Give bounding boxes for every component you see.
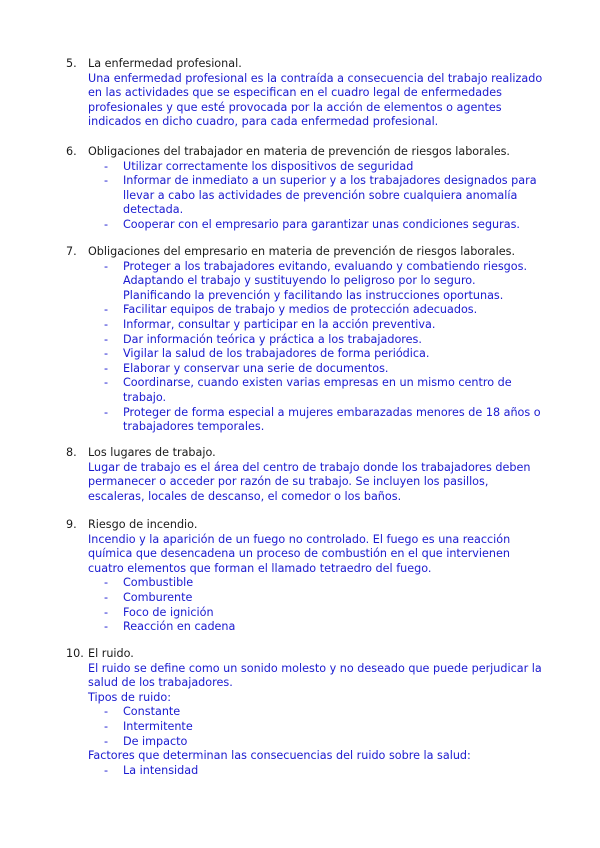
list-item: - Proteger a los trabajadores evitando, evaluando y combatiendo riesgos. Adaptando el trabajo y sustituyendo lo peligroso por lo seguro. Planificando la prevención y facilitando las instrucciones oportunas. (104, 259, 527, 302)
section-body (88, 461, 546, 505)
dash-marker: - (104, 405, 109, 419)
section-paragraph: El ruido se define como un sonido molesto y no deseado que puede perjudicar la salud de los trabajadores. (88, 661, 542, 690)
dash-marker: - (104, 576, 109, 590)
list-item: - La intensidad (104, 763, 199, 777)
section-heading: La enfermedad profesional. (88, 57, 242, 70)
list-item: - Constante (104, 705, 181, 719)
section-heading: Los lugares de trabajo. (88, 446, 216, 459)
list-item: - Informar, consultar y participar en la acción preventiva. (104, 317, 436, 331)
bullet-list (104, 764, 546, 779)
dash-marker: - (104, 347, 109, 361)
noise-factors-label: Factores que determinan las consecuencias del ruido sobre la salud: (88, 749, 471, 763)
list-item: - Comburente (104, 590, 193, 604)
list-item: - Dar información teórica y práctica a los trabajadores. (104, 332, 422, 346)
section-heading: El ruido. (88, 647, 134, 660)
dash-marker: - (104, 719, 109, 733)
list-item: - Informar de inmediato a un superior y a los trabajadores designados para llevar a cabo las actividades de prevención sobre cualquiera anomalía detectada. (104, 174, 537, 217)
section-8 (66, 446, 546, 504)
dash-marker: - (104, 174, 109, 188)
section-9 (66, 518, 546, 635)
dash-marker: - (104, 332, 109, 346)
section-5 (66, 57, 546, 130)
dash-marker: - (104, 705, 109, 719)
list-item: - Proteger de forma especial a mujeres embarazadas menores de 18 años o trabajadores temporales. (104, 405, 541, 434)
section-paragraph: Lugar de trabajo es el área del centro de trabajo donde los trabajadores deben permanecer o acceder por razón de su trabajo. Se incluyen los pasillos, escaleras, locales de descanso, el comedor o los baños. (88, 460, 531, 503)
section-body (88, 662, 546, 779)
section-heading: Obligaciones del empresario en materia de prevención de riesgos laborales. (88, 245, 516, 258)
list-item: - Coordinarse, cuando existen varias empresas en un mismo centro de trabajo. (104, 376, 512, 404)
bullet-list (104, 160, 546, 233)
list-item: - Reacción en cadena (104, 620, 236, 634)
section-heading: Riesgo de incendio. (88, 518, 198, 531)
dash-marker: - (104, 303, 109, 317)
list-item: - Elaborar y conservar una serie de documentos. (104, 361, 389, 375)
dash-marker: - (104, 317, 109, 331)
list-item: - Foco de ignición (104, 605, 214, 619)
section-heading: Obligaciones del trabajador en materia de prevención de riesgos laborales. (88, 145, 510, 158)
dash-marker: - (104, 605, 109, 619)
dash-marker: - (104, 376, 109, 390)
section-paragraph: Una enfermedad profesional es la contraída a consecuencia del trabajo realizado en las actividades que se especifican en el cuadro legal de enfermedades profesionales y que esté provocada por la acción de elementos o agentes indicados en dicho cuadro, para cada enfermedad profesional. (88, 71, 543, 129)
section-paragraph: Incendio y la aparición de un fuego no controlado. El fuego es una reacción química que desencadena un proceso de combustión en el que intervienen cuatro elementos que forman el llamado tetraedro del fuego. (88, 532, 511, 575)
section-number: 10. (66, 647, 84, 660)
list-item: - Vigilar la salud de los trabajadores de forma periódica. (104, 347, 430, 361)
section-number: 7. (66, 245, 77, 258)
dash-marker: - (104, 361, 109, 375)
list-item: - De impacto (104, 734, 188, 748)
dash-marker: - (104, 217, 109, 231)
dash-marker: - (104, 620, 109, 634)
noise-types-label: Tipos de ruido: (88, 690, 171, 704)
section-body (88, 533, 546, 635)
dash-marker: - (104, 159, 109, 173)
section-number: 8. (66, 446, 77, 459)
bullet-list (104, 576, 546, 634)
dash-marker: - (104, 590, 109, 604)
section-6 (66, 145, 546, 233)
bullet-list (104, 705, 546, 749)
section-number: 9. (66, 518, 77, 531)
list-item: - Facilitar equipos de trabajo y medios de protección adecuados. (104, 303, 478, 317)
list-item: - Utilizar correctamente los dispositivos de seguridad (104, 159, 414, 173)
section-10 (66, 647, 546, 778)
list-item: - Intermitente (104, 719, 193, 733)
dash-marker: - (104, 734, 109, 748)
list-item: - Combustible (104, 576, 194, 590)
bullet-list (104, 260, 546, 435)
list-item: - Cooperar con el empresario para garantizar unas condiciones seguras. (104, 217, 520, 231)
section-number: 6. (66, 145, 77, 158)
dash-marker: - (104, 259, 109, 273)
dash-marker: - (104, 763, 109, 777)
section-body (88, 72, 546, 130)
section-number: 5. (66, 57, 77, 70)
section-7 (66, 245, 546, 435)
